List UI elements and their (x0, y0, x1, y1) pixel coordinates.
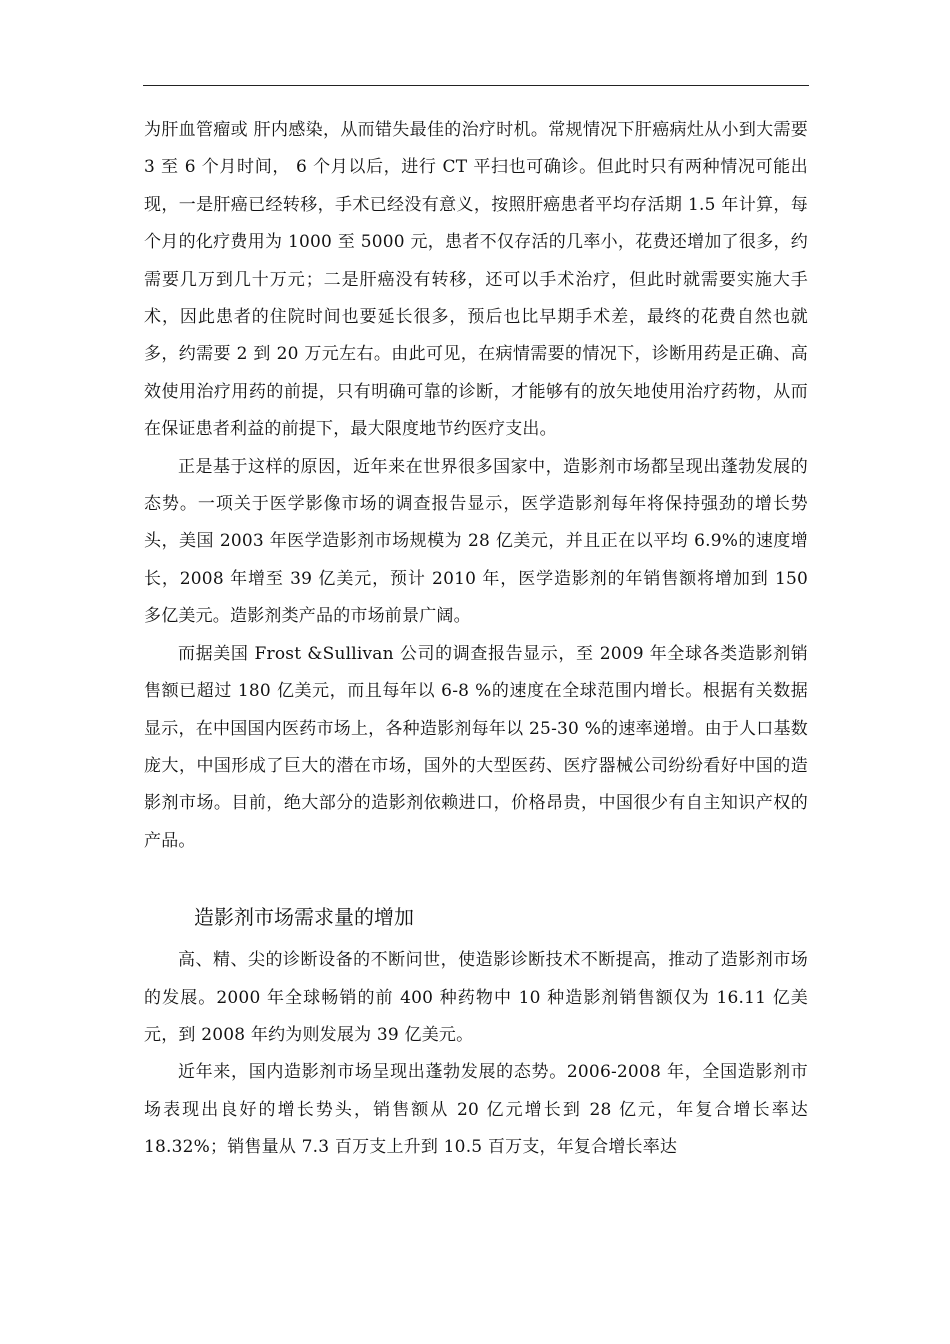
paragraph: 近年来，国内造影剂市场呈现出蓬勃发展的态势。2006-2008 年，全国造影剂市场表现出良好的增长势头，销售额从 20 亿元增长到 28 亿元，年复合增长率达 18.32%；销售量从 7.3 百万支上升到 10.5 百万支，年复合增长率达 (144, 1062, 808, 1158)
paragraph: 正是基于这样的原因，近年来在世界很多国家中，造影剂市场都呈现出蓬勃发展的态势。一项关于医学影像市场的调查报告显示，医学造影剂每年将保持强劲的增长势头，美国 2003 年医学造影剂市场规模为 28 亿美元，并且正在以平均 6.9%的速度增长，2008 年增至 39 亿美元，预计 2010 年，医学造影剂的年销售额将增加到 150 多亿美元。造影剂类产品的市场前景广阔。 (144, 456, 808, 627)
header-rule (143, 85, 809, 86)
document-body (144, 112, 808, 1167)
paragraph-continuation: 为肝血管瘤或 肝内感染，从而错失最佳的治疗时机。常规情况下肝癌病灶从小到大需要 3 至 6 个月时间， 6 个月以后，进行 CT 平扫也可确诊。但此时只有两种情况可能出现，一是肝癌已经转移，手术已经没有意义，按照肝癌患者平均存活期 1.5 年计算，每个月的化疗费用为 1000 至 5000 元，患者不仅存活的几率小，花费还增加了很多，约需要几万到几十万元；二是肝癌没有转移，还可以手术治疗，但此时就需要实施大手术，因此患者的住院时间也要延长很多，预后也比早期手术差，最终的花费自然也就多，约需要 2 到 20 万元左右。由此可见，在病情需要的情况下，诊断用药是正确、高效使用治疗用药的前提，只有明确可靠的诊断，才能够有的放矢地使用治疗药物，从而在保证患者利益的前提下，最大限度地节约医疗支出。 (144, 120, 808, 440)
paragraph: 而据美国 Frost &Sullivan 公司的调查报告显示，至 2009 年全球各类造影剂销售额已超过 180 亿美元，而且每年以 6-8 %的速度在全球范围内增长。根据有关数据显示，在中国国内医药市场上，各种造影剂每年以 25-30 %的速率递增。由于人口基数庞大，中国形成了巨大的潜在市场，国外的大型医药、医疗器械公司纷纷看好中国的造影剂市场。目前，绝大部分的造影剂依赖进口，价格昂贵，中国很少有自主知识产权的产品。 (144, 643, 808, 851)
section-heading: 造影剂市场需求量的增加 (194, 905, 414, 930)
paragraph: 高、精、尖的诊断设备的不断问世，使造影诊断技术不断提高，推动了造影剂市场的发展。2000 年全球畅销的前 400 种药物中 10 种造影剂销售额仅为 16.11 亿美元，到 2008 年约为则发展为 39 亿美元。 (144, 950, 808, 1045)
